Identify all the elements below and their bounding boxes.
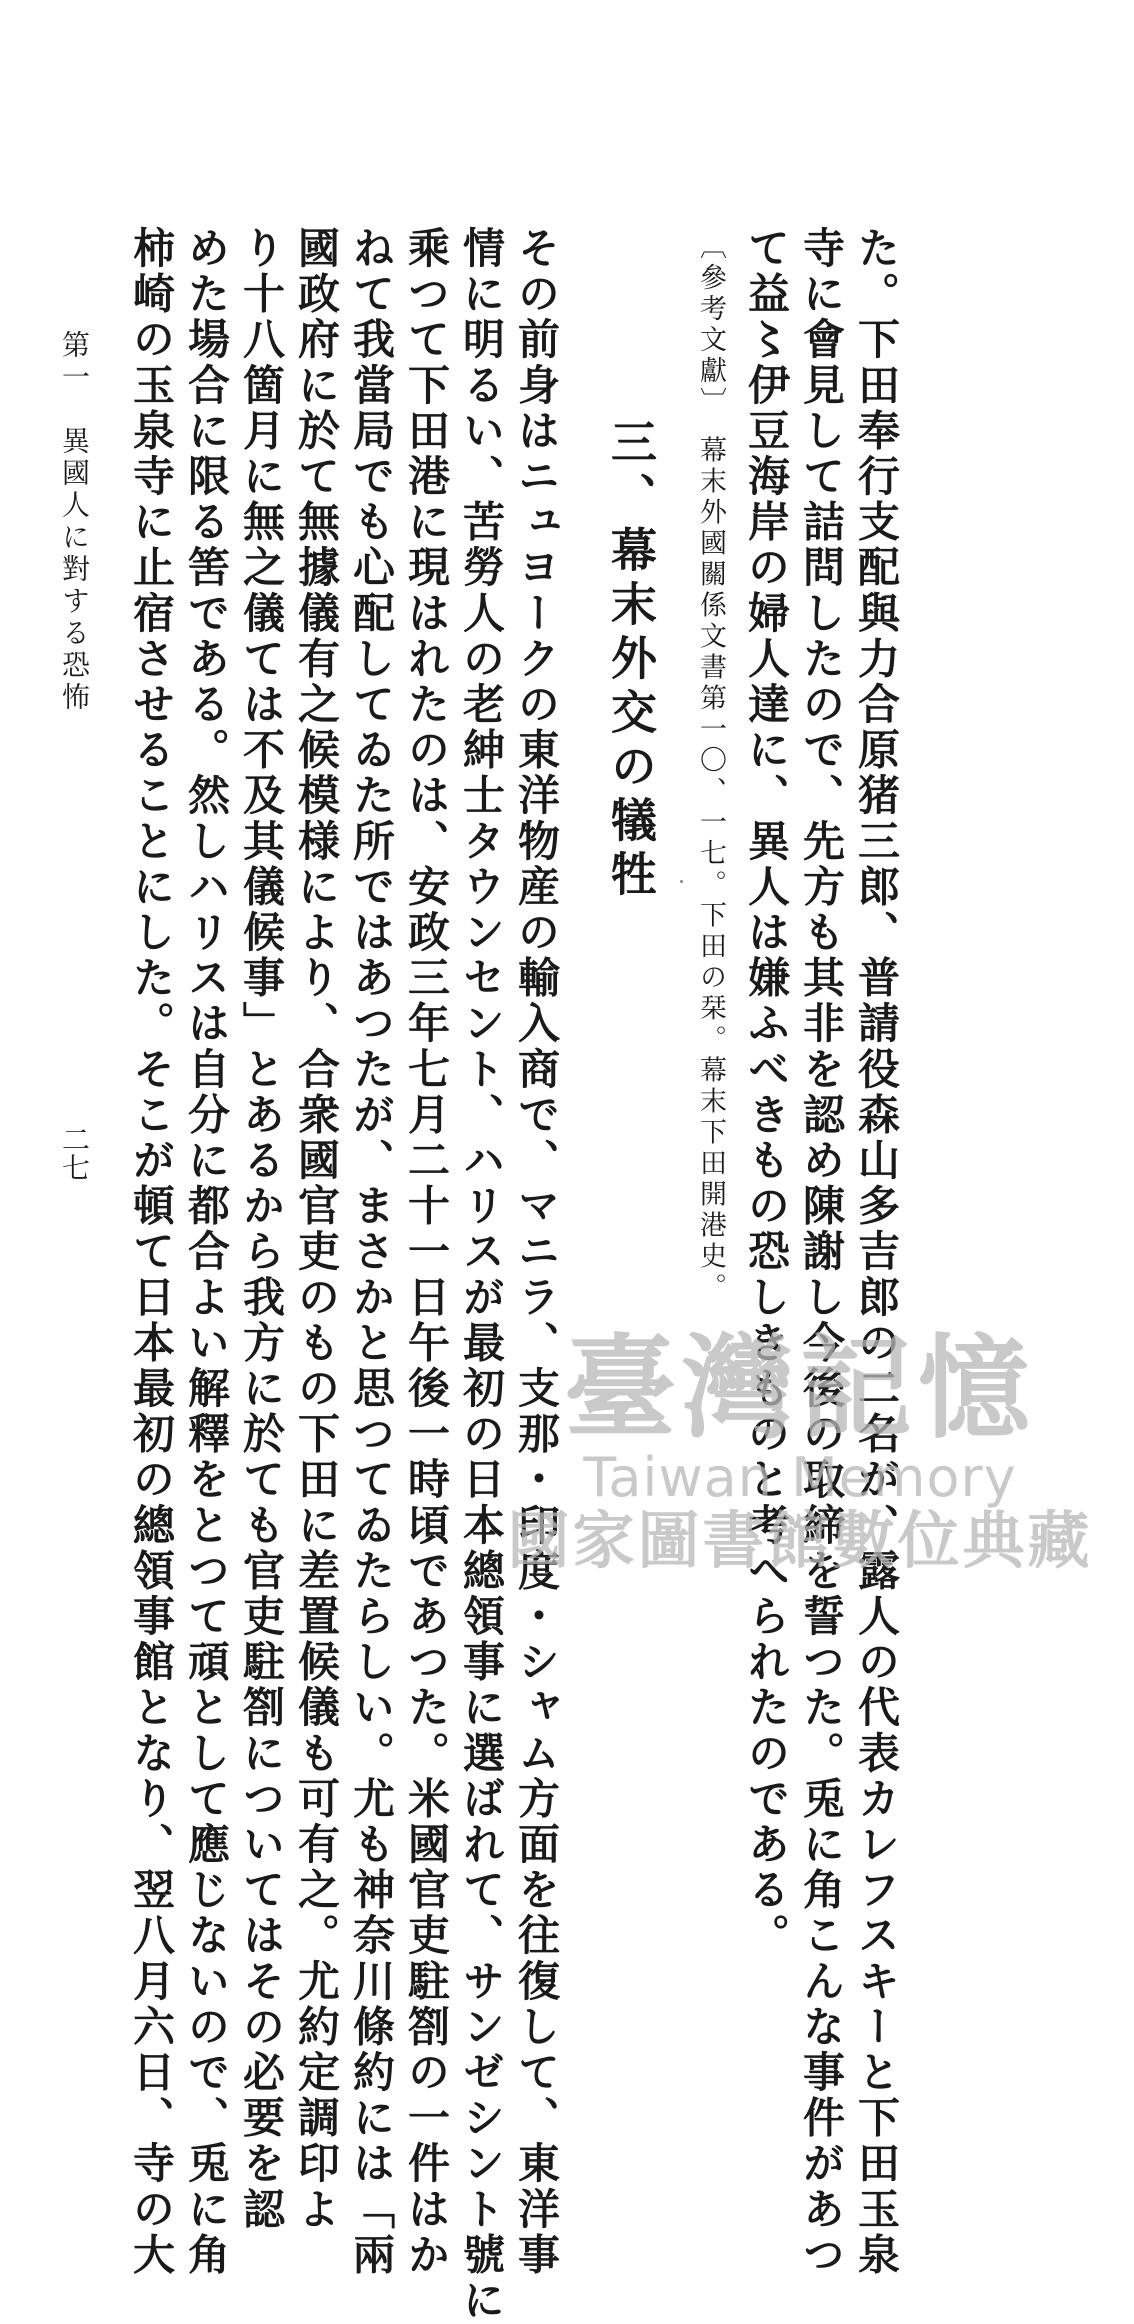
body-column: て益〻伊豆海岸の婦人達に、異人は嫌ふべきもの恐しきものと考へられたのである。 (742, 226, 791, 1959)
body-column: た。下田奉行支配與力合原猪三郎、普請役森山多吉郎の二名が、露人の代表カレフスキーと下田玉泉 (852, 226, 901, 2278)
body-column: り十八箇月に無之儀ては不及其儀候事」とあるから我方に於ても官吏駐劄についてはその必要を認 (237, 226, 286, 2233)
body-column: 柿崎の玉泉寺に止宿させることにした。そこが頓て日本最初の總領事館となり、翌八月六日、寺の大 (127, 226, 176, 2278)
body-column: めた場合に限る筈である。然しハリスは自分に都合よい解釋をとつて頑として應じないので、兎に角 (182, 226, 231, 2278)
body-column: 情に明るい、苦勞人の老紳士タウンセント、ハリスが最初の日本總領事に選ばれて、サンゼシント號に (457, 226, 506, 2324)
watermark-english: Taiwan Memory (583, 1445, 1017, 1509)
body-column: 國政府に於て無據儀有之候模様により、合衆國官吏のもの下田に差置候儀も可有之。尤約定調印よ (292, 226, 341, 2233)
watermark (500, 1323, 1100, 1630)
running-head: 第一 異國人に對する恐怖 (58, 330, 91, 714)
watermark-subtitle: 國家圖書館數位典藏 (507, 1503, 1093, 1577)
watermark-title: 臺灣記憶 (564, 1323, 1036, 1454)
page-number: 二七 (58, 1125, 91, 1181)
reference-note: 〔參考文獻〕 幕末外國關係文書第一〇、一七。下田の栞。幕末下田開港史。 (695, 232, 726, 1304)
print-speck (680, 880, 683, 883)
section-heading: 三、幕末外交の犠牲 (604, 418, 658, 904)
body-column: 寺に會見して詰問したので、先方も其非を認め陳謝し今後の取締を誓つた。兎に角こんな事件があつ (797, 226, 846, 2278)
body-column: その前身はニュヨークの東洋物産の輸入商で、マニラ、支那・印度・シャム方面を往復して、東洋事 (512, 226, 561, 2278)
body-column: 乘つて下田港に現はれたのは、安政三年七月二十一日午後一時頃であつた。米國官吏駐劄の一件はか (402, 226, 451, 2278)
body-column: ねて我當局でも心配してゐた所ではあつたが、まさかと思つてゐたらしい。尤も神奈川條約には「兩 (347, 226, 396, 2278)
